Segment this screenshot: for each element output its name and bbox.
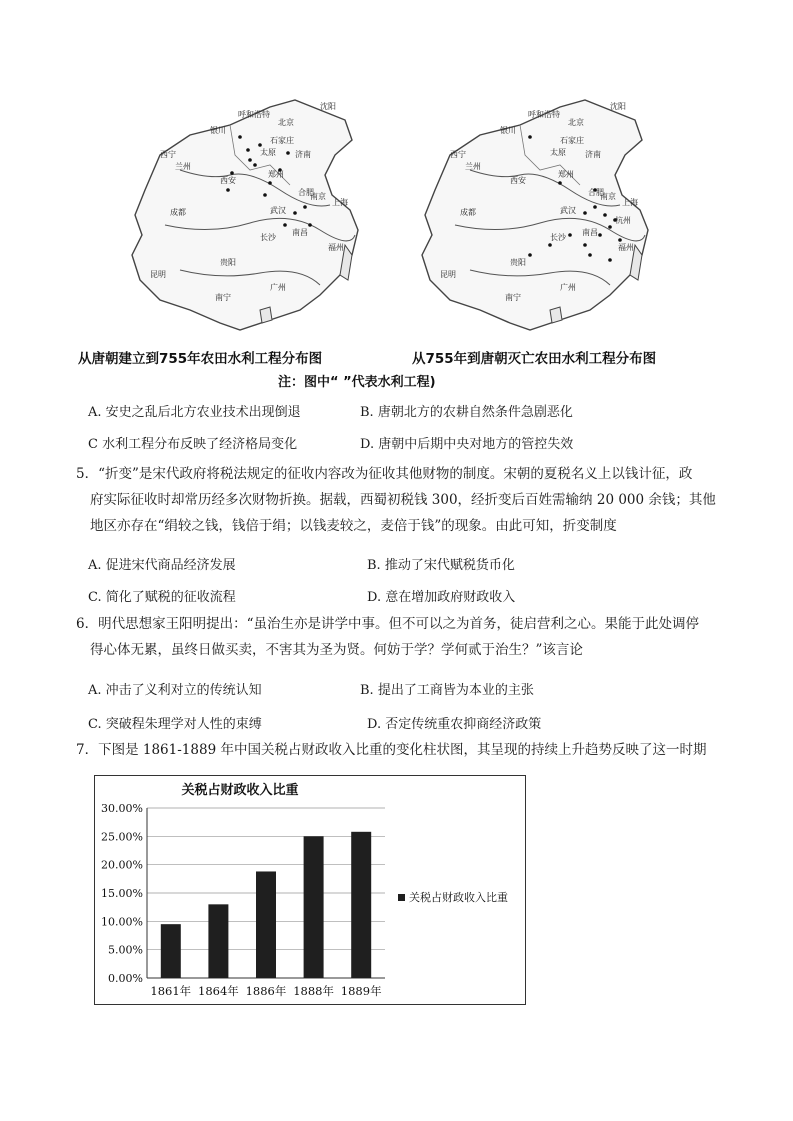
irrigation-project-dot <box>548 243 552 247</box>
bar <box>208 904 228 978</box>
question-7 <box>76 737 726 763</box>
irrigation-project-dot <box>246 148 250 152</box>
map-city-label: 兰州 <box>465 162 481 171</box>
map-city-label: 成都 <box>170 208 186 217</box>
map-caption: 从755年到唐朝灭亡农田水利工程分布图 <box>412 351 657 367</box>
y-tick-label: 0.00% <box>108 972 143 985</box>
irrigation-project-dot <box>303 205 307 209</box>
q6-option-c[interactable]: C. 突破程朱理学对人性的束缚 <box>88 717 262 732</box>
map-tang-late <box>410 95 660 367</box>
map-city-label: 西宁 <box>160 150 176 159</box>
map-city-label: 银川 <box>500 126 516 135</box>
legend-swatch <box>398 894 405 901</box>
irrigation-project-dot <box>608 258 612 262</box>
y-tick-label: 20.00% <box>101 858 143 872</box>
map-city-label: 银川 <box>210 126 226 135</box>
bar <box>256 871 276 978</box>
irrigation-project-dot <box>593 205 597 209</box>
irrigation-project-dot <box>598 233 602 237</box>
bar <box>161 924 181 978</box>
map-city-label: 上海 <box>622 198 638 207</box>
map-city-label: 沈阳 <box>320 102 336 111</box>
q6-option-d[interactable]: D. 否定传统重农抑商经济政策 <box>367 717 542 732</box>
irrigation-project-dot <box>263 193 267 197</box>
map-city-label: 兰州 <box>175 162 191 171</box>
question-6 <box>76 611 726 663</box>
map-city-label: 郑州 <box>268 170 284 179</box>
question-5-line: 5．“折变”是宋代政府将税法规定的征收内容改为征收其他财物的制度。宋朝的夏税名义上以钱计征，政 <box>76 466 693 482</box>
irrigation-project-dot <box>238 135 242 139</box>
irrigation-project-dot <box>558 181 562 185</box>
x-tick-label: 1864年 <box>198 984 239 998</box>
irrigation-project-dot <box>253 163 257 167</box>
map-city-label: 太原 <box>260 148 276 157</box>
irrigation-project-dot <box>226 188 230 192</box>
irrigation-project-dot <box>583 243 587 247</box>
y-tick-label: 5.00% <box>108 943 143 957</box>
irrigation-project-dot <box>248 158 252 162</box>
y-tick-label: 30.00% <box>101 802 143 815</box>
map-city-label: 福州 <box>618 243 634 252</box>
map-city-label: 武汉 <box>560 206 576 215</box>
q5-option-a[interactable]: A. 促进宋代商品经济发展 <box>88 558 236 573</box>
bar <box>304 836 324 978</box>
map-city-label: 合肥 <box>298 188 314 197</box>
map-city-label: 广州 <box>560 283 576 292</box>
map-caption: 从唐朝建立到755年农田水利工程分布图 <box>78 351 323 367</box>
irrigation-project-dot <box>283 223 287 227</box>
bar <box>351 832 371 978</box>
irrigation-project-dot <box>308 223 312 227</box>
map-figures <box>78 95 660 367</box>
map-tang-early-drawing <box>120 95 370 340</box>
question-5 <box>76 461 726 539</box>
irrigation-project-dot <box>286 151 290 155</box>
map-city-label: 石家庄 <box>560 136 584 145</box>
q5-option-b[interactable]: B. 推动了宋代赋税货币化 <box>367 558 515 573</box>
map-city-label: 杭州 <box>615 216 631 225</box>
map-city-label: 昆明 <box>150 270 166 279</box>
map-city-label: 沈阳 <box>610 102 626 111</box>
irrigation-project-dot <box>603 213 607 217</box>
map-city-label: 石家庄 <box>270 136 294 145</box>
map-city-label: 郑州 <box>558 170 574 179</box>
map-city-label: 南宁 <box>215 293 231 302</box>
map-city-label: 西宁 <box>450 150 466 159</box>
map-city-label: 太原 <box>550 148 566 157</box>
map-note: 注：图中“ ”代表水利工程) <box>278 375 436 390</box>
map-city-label: 南宁 <box>505 293 521 302</box>
tariff-bar-chart <box>94 775 526 1005</box>
map-city-label: 成都 <box>460 208 476 217</box>
irrigation-project-dot <box>230 171 234 175</box>
irrigation-project-dot <box>583 211 587 215</box>
map-city-label: 上海 <box>332 198 348 207</box>
map-city-label: 济南 <box>295 150 311 159</box>
question-6-line: 6．明代思想家王阳明提出：“虽治生亦是讲学中事。但不可以之为首务，徒启营利之心。果能于此处调停 <box>76 616 699 632</box>
map-city-label: 南京 <box>600 192 616 201</box>
q6-option-a[interactable]: A. 冲击了义利对立的传统认知 <box>88 683 262 698</box>
q4-option-d[interactable]: D. 唐朝中后期中央对地方的管控失效 <box>360 437 574 452</box>
chart-svg <box>95 776 525 1004</box>
irrigation-project-dot <box>608 225 612 229</box>
map-city-label: 昆明 <box>440 270 456 279</box>
y-tick-label: 10.00% <box>101 915 143 929</box>
irrigation-project-dot <box>528 253 532 257</box>
question-7-line: 7．下图是 1861-1889 年中国关税占财政收入比重的变化柱状图，其呈现的持续上升趋势反映了这一时期 <box>76 742 707 758</box>
map-city-label: 广州 <box>270 283 286 292</box>
map-city-label: 西安 <box>510 176 526 185</box>
question-6-line: 得心体无累，虽终日做买卖，不害其为圣为贤。何妨于学？学何贰于治生？”该言论 <box>90 642 583 658</box>
irrigation-project-dot <box>293 211 297 215</box>
q4-option-c[interactable]: C 水利工程分布反映了经济格局变化 <box>88 437 298 452</box>
irrigation-project-dot <box>268 181 272 185</box>
map-city-label: 北京 <box>568 118 584 127</box>
map-city-label: 呼和浩特 <box>528 110 560 119</box>
y-tick-label: 15.00% <box>101 887 143 900</box>
q5-option-d[interactable]: D. 意在增加政府财政收入 <box>367 590 516 605</box>
question-5-line: 地区亦存在“绢较之钱，钱倍于绢；以钱麦较之，麦倍于钱”的现象。由此可知，折变制度 <box>90 518 617 534</box>
map-city-label: 南京 <box>310 192 326 201</box>
irrigation-project-dot <box>568 233 572 237</box>
q4-option-b[interactable]: B. 唐朝北方的农耕自然条件急剧恶化 <box>360 405 573 420</box>
irrigation-project-dot <box>588 253 592 257</box>
x-tick-label: 1861年 <box>150 984 192 998</box>
y-tick-label: 25.00% <box>101 830 143 844</box>
map-city-label: 合肥 <box>588 188 604 197</box>
irrigation-project-dot <box>618 238 622 242</box>
map-tang-early <box>78 95 370 367</box>
map-city-label: 南昌 <box>292 228 308 237</box>
x-tick-label: 1889年 <box>340 984 382 998</box>
legend-label: 关税占财政收入比重 <box>409 891 508 904</box>
irrigation-project-dot <box>258 143 262 147</box>
q5-option-c[interactable]: C. 简化了赋税的征收流程 <box>88 590 236 605</box>
map-city-label: 长沙 <box>550 233 566 242</box>
map-city-label: 北京 <box>278 118 294 127</box>
map-city-label: 济南 <box>585 150 601 159</box>
q6-option-b[interactable]: B. 提出了工商皆为本业的主张 <box>360 683 534 698</box>
x-tick-label: 1886年 <box>245 984 287 998</box>
map-tang-late-drawing <box>410 95 660 340</box>
map-city-label: 贵阳 <box>220 258 236 267</box>
map-city-label: 贵阳 <box>510 258 526 267</box>
chart-title: 关税占财政收入比重 <box>181 783 299 798</box>
map-city-label: 福州 <box>328 243 344 252</box>
map-city-label: 呼和浩特 <box>238 110 270 119</box>
irrigation-project-dot <box>528 135 532 139</box>
question-5-line: 府实际征收时却常历经多次财物折换。据载，西蜀初税钱 300，经折变后百姓需输纳 20 000 余钱；其他 <box>90 492 716 508</box>
x-tick-label: 1888年 <box>293 984 334 998</box>
map-city-label: 南昌 <box>582 228 598 237</box>
map-city-label: 西安 <box>220 176 236 185</box>
q4-option-a[interactable]: A. 安史之乱后北方农业技术出现倒退 <box>88 405 301 420</box>
map-city-label: 长沙 <box>260 233 276 242</box>
map-city-label: 武汉 <box>270 206 286 215</box>
